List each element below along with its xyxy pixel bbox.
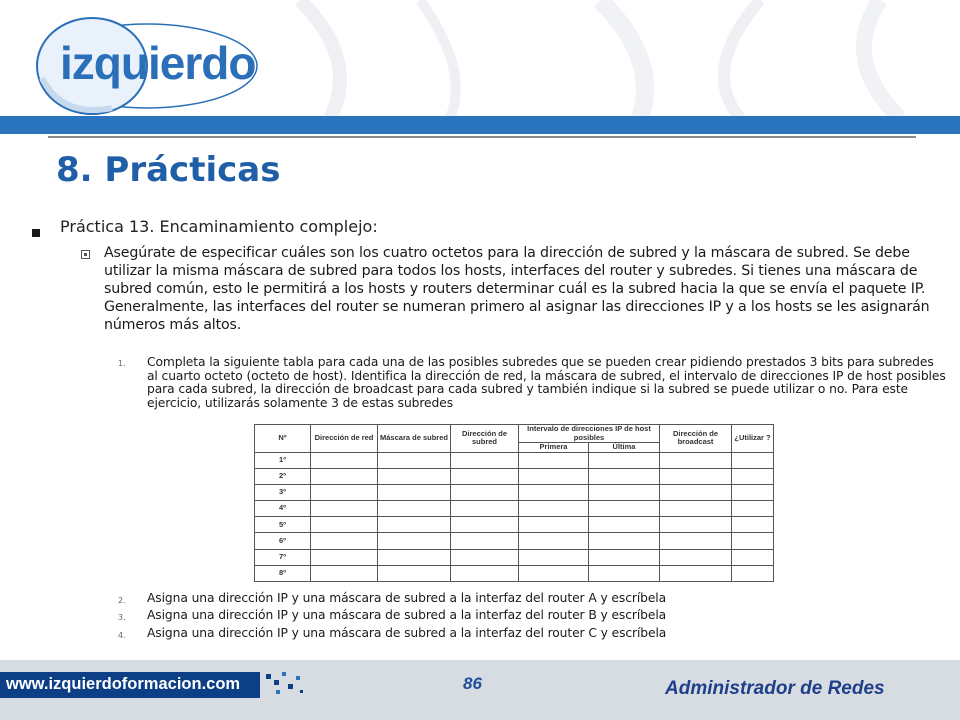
header-use: ¿Utilizar ? (732, 425, 774, 453)
header-band (0, 116, 960, 134)
item-number: 3. (118, 613, 126, 622)
table-row (255, 501, 774, 517)
header-subnet-address: Dirección de subred (451, 425, 519, 453)
item-number: 4. (118, 631, 126, 640)
row-number: 7º (255, 549, 311, 565)
dots-decoration-icon (262, 668, 310, 700)
row-number: 5º (255, 517, 311, 533)
numbered-item-text: Asigna una dirección IP y una máscara de subred a la interfaz del router B y escríbela (147, 608, 667, 622)
header-last: Última (589, 443, 660, 453)
square-bullet-icon (32, 229, 40, 237)
table-row (255, 484, 774, 500)
logo-text: izquierdo (60, 37, 256, 89)
row-number: 1º (255, 452, 311, 468)
table-row (255, 452, 774, 468)
table-row (255, 468, 774, 484)
slide-title: 8. Prácticas (56, 150, 281, 190)
header-divider (48, 136, 916, 138)
row-number: 2º (255, 468, 311, 484)
header-first: Primera (519, 443, 589, 453)
box-bullet-icon (81, 250, 90, 259)
header-number: Nº (255, 425, 311, 453)
numbered-item-text: Asigna una dirección IP y una máscara de subred a la interfaz del router A y escríbela (147, 591, 667, 605)
row-number: 4º (255, 501, 311, 517)
numbered-item-text: Completa la siguiente tabla para cada una de las posibles subredes que se pueden crear pidiendo prestados 3 bits para subredes al cuarto octeto (octeto de host). Identifica la dirección de red, la máscara de subred, el intervalo de direcciones IP de host posibles para cada subred, la dirección de broadcast para cada subred y también indique si la subred se puede utilizar o no. Para este ejercicio, utilizarás solamente 3 de estas subredes (147, 355, 946, 410)
row-number: 6º (255, 533, 311, 549)
header-host-range: Intervalo de direcciones IP de host posibles (519, 425, 660, 443)
website-url[interactable]: www.izquierdoformacion.com (6, 675, 241, 693)
header-network-address: Dirección de red (311, 425, 378, 453)
instruction-paragraph: Asegúrate de especificar cuáles son los cuatro octetos para la dirección de subred y la máscara de subred. Se debe utilizar la misma máscara de subred para todos los hosts, interfaces del router y subredes. Si tienes una máscara de subred común, esto le permitirá a los hosts y routers determinar cuál es la subred hacia la que se envía el paquete IP. Generalmente, las interfaces del router se numeran primero al asignar las direcciones IP y a los hosts se les asignarán números más altos. (104, 245, 930, 333)
row-number: 8º (255, 565, 311, 581)
row-number: 3º (255, 484, 311, 500)
table-row (255, 565, 774, 581)
table-row (255, 533, 774, 549)
header-subnet-mask: Máscara de subred (378, 425, 451, 453)
practice-heading: Práctica 13. Encaminamiento complejo: (60, 217, 378, 236)
numbered-item-text: Asigna una dirección IP y una máscara de subred a la interfaz del router C y escríbela (147, 626, 667, 640)
item-number: 2. (118, 596, 126, 605)
table-row (255, 517, 774, 533)
footer-course-label: Administrador de Redes (665, 678, 885, 699)
subnet-table (254, 424, 774, 582)
header-broadcast: Dirección de broadcast (660, 425, 732, 453)
table-row (255, 549, 774, 565)
page-number: 86 (463, 674, 482, 693)
item-number: 1. (118, 359, 126, 368)
